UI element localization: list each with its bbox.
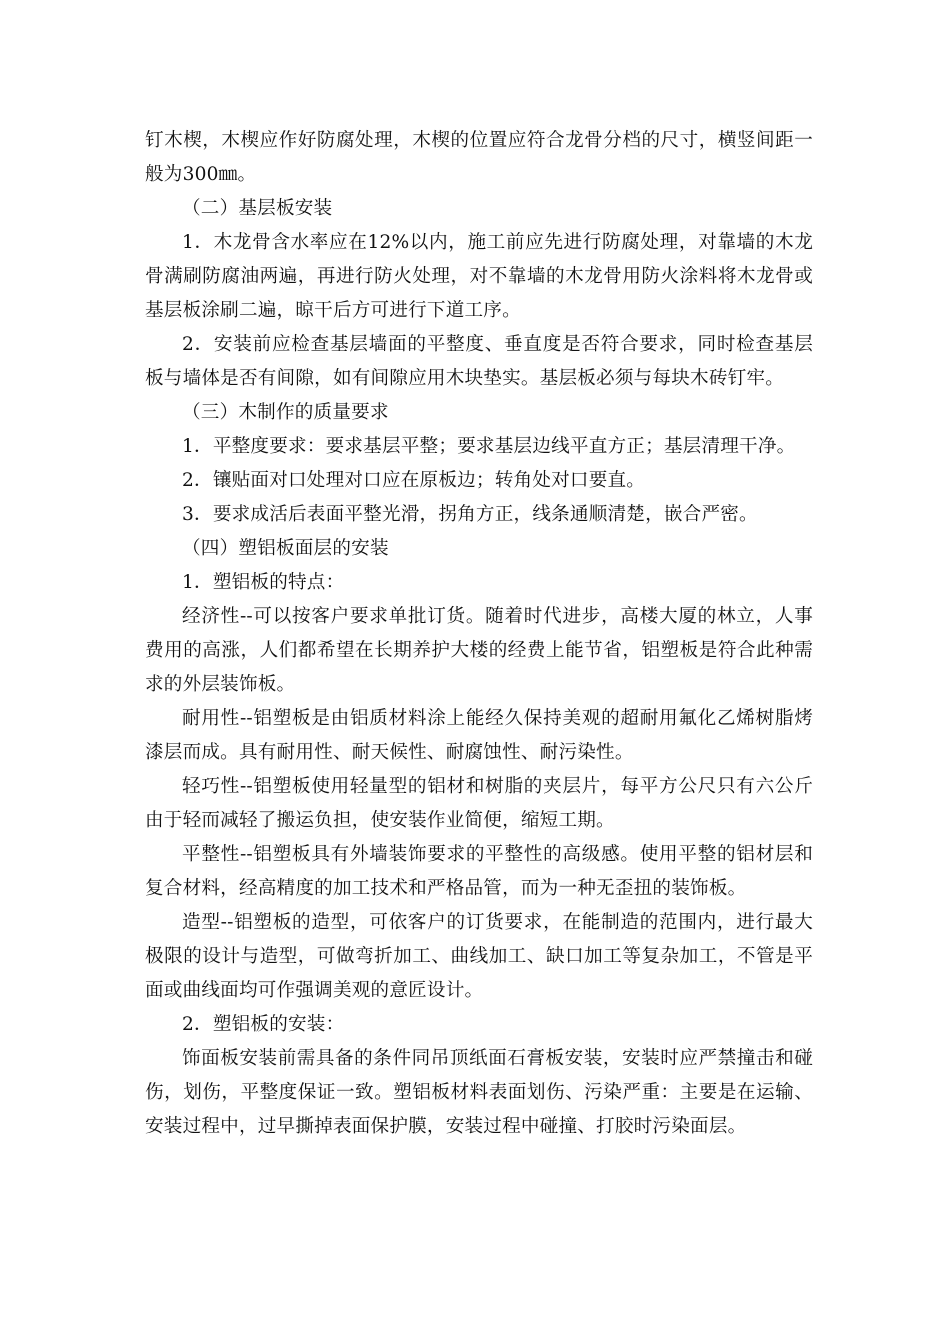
paragraph-pre-installation-check: 2．安装前应检查基层墙面的平整度、垂直度是否符合要求，同时检查基层板与墙体是否有间隙，如有间隙应用木块垫实。基层板必须与每块木砖钉牢。 (145, 334, 813, 389)
paragraph-lightness: 轻巧性--铝塑板使用轻量型的铝材和树脂的夹层片，每平方公尺只有六公斤由于轻而减轻了搬运负担，使安装作业简便，缩短工期。 (145, 776, 813, 831)
paragraph-joint-treatment: 2．镶贴面对口处理对口应在原板边；转角处对口要直。 (182, 470, 646, 491)
paragraph-flatness: 平整性--铝塑板具有外墙装饰要求的平整性的高级感。使用平整的铝材层和复合材料，经高精度的加工技术和严格品管，而为一种无歪扭的装饰板。 (145, 844, 813, 899)
subheading-panel-installation: 2．塑铝板的安装： (182, 1014, 345, 1035)
paragraph-moisture-content: 1．木龙骨含水率应在12%以内，施工前应先进行防腐处理，对靠墙的木龙骨满刷防腐油两遍，再进行防火处理，对不靠墙的木龙骨用防火涂料将木龙骨或基层板涂刷二遍，晾干后方可进行下道工序。 (145, 232, 813, 321)
paragraph-installation-conditions: 饰面板安装前需具备的条件同吊顶纸面石膏板安装，安装时应严禁撞击和碰伤，划伤，平整度保证一致。塑铝板材料表面划伤、污染严重：主要是在运输、安装过程中，过早撕掉表面保护膜，安装过程中碰撞、打胶时污染面层。 (145, 1048, 813, 1137)
heading-woodwork-quality: （三）木制作的质量要求 (182, 402, 389, 423)
heading-aluminum-plastic-panel: （四）塑铝板面层的安装 (182, 538, 389, 559)
paragraph-finish-requirement: 3．要求成活后表面平整光滑，拐角方正，线条通顺清楚，嵌合严密。 (182, 504, 758, 525)
paragraph-shaping: 造型--铝塑板的造型，可依客户的订货要求，在能制造的范围内，进行最大极限的设计与造型，可做弯折加工、曲线加工、缺口加工等复杂加工，不管是平面或曲线面均可作强调美观的意匠设计。 (145, 912, 813, 1001)
paragraph-wood-wedge: 钉木楔，木楔应作好防腐处理，木楔的位置应符合龙骨分档的尺寸，横竖间距一般为300㎜。 (145, 130, 813, 185)
subheading-panel-features: 1．塑铝板的特点： (182, 572, 345, 593)
document-body (145, 124, 813, 1144)
paragraph-durability: 耐用性--铝塑板是由铝质材料涂上能经久保持美观的超耐用氟化乙烯树脂烤漆层而成。具有耐用性、耐天候性、耐腐蚀性、耐污染性。 (145, 708, 813, 763)
heading-base-board-installation: （二）基层板安装 (182, 198, 333, 219)
paragraph-economy: 经济性--可以按客户要求单批订货。随着时代进步，高楼大厦的林立，人事费用的高涨，人们都希望在长期养护大楼的经费上能节省，铝塑板是符合此种需求的外层装饰板。 (145, 606, 813, 695)
paragraph-flatness-requirement: 1．平整度要求：要求基层平整；要求基层边线平直方正；基层清理干净。 (182, 436, 796, 457)
